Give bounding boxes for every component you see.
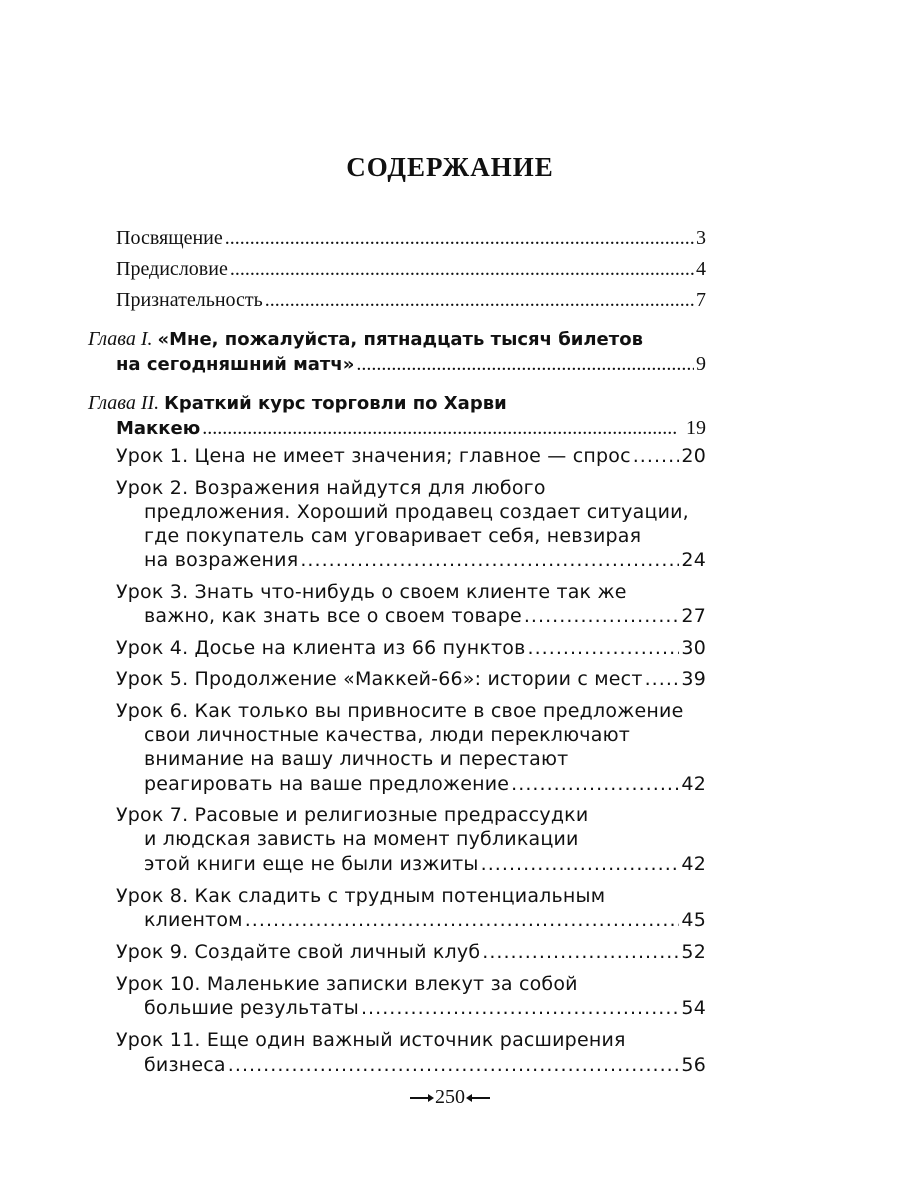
chapter-title: Краткий курс торговли по Харви (164, 393, 507, 414)
toc-entry-page: 27 (681, 605, 706, 627)
toc-entry-lesson (0, 884, 900, 908)
toc-entry-title: клиентом (144, 909, 243, 931)
leader-dots (511, 772, 679, 796)
leader-dots (245, 908, 680, 932)
toc-entry-page: 4 (696, 258, 706, 280)
chapter-title: «Мне, пожалуйста, пятнадцать тысяч билетов (157, 329, 643, 350)
toc-entry-lesson (0, 699, 900, 723)
toc-entry-lesson-cont (0, 604, 900, 628)
toc-entry-lesson-cont (0, 852, 900, 876)
toc-entry-lesson-cont (0, 996, 900, 1020)
toc-entry-lesson-cont (0, 500, 900, 524)
toc-entry-page: 9 (696, 353, 706, 375)
toc-entry-title: и людская зависть на момент публикации (144, 828, 579, 850)
toc-entry-lesson (0, 580, 900, 604)
toc-entry-page: 19 (686, 417, 706, 439)
leader-dots (300, 548, 679, 572)
leader-dots (528, 636, 680, 660)
toc-entry-title: Урок 3. Знать что-нибудь о своем клиенте так же (116, 581, 627, 603)
toc-entry-title: Урок 10. Маленькие записки влекут за собой (116, 973, 578, 995)
chapter-heading (0, 391, 900, 415)
chapter-heading (0, 327, 900, 351)
toc-entry-page: 42 (681, 773, 706, 795)
toc-entry-lesson-cont (0, 747, 900, 771)
toc-entry-lesson-cont (0, 827, 900, 851)
toc-entry-lesson (0, 803, 900, 827)
toc-entry-lesson-cont (0, 548, 900, 572)
leader-dots (230, 257, 694, 281)
folio-dash-left (410, 1097, 430, 1099)
toc-entry-acknowledgements (0, 288, 900, 312)
toc-entry-page: 54 (681, 997, 706, 1019)
toc-entry-title: предложения. Хороший продавец создает ситуации, (144, 501, 689, 523)
page-number (0, 1086, 900, 1109)
toc-entry-lesson-cont (0, 723, 900, 747)
leader-dots (645, 667, 680, 691)
toc-entry-lesson (0, 972, 900, 996)
chapter-title: на сегодняшний матч» (116, 354, 355, 375)
chapter-label: Глава II. (88, 392, 160, 414)
toc-entry-title: Урок 4. Досье на клиента из 66 пунктов (116, 637, 526, 659)
leader-dots (228, 1053, 680, 1077)
leader-dots (356, 352, 694, 376)
toc-entry-title: этой книги еще не были изжиты (144, 853, 479, 875)
toc-entry-title: Урок 1. Цена не имеет значения; главное — спрос (116, 445, 631, 467)
toc-entry-page: 39 (681, 668, 706, 690)
leader-dots (265, 288, 694, 312)
toc-entry-lesson-cont (0, 524, 900, 548)
toc-entry-page: 45 (681, 909, 706, 931)
page-title: СОДЕРЖАНИЕ (346, 152, 554, 182)
toc-entry-page: 52 (681, 941, 706, 963)
toc-entry-title: Урок 6. Как только вы привносите в свое предложение (116, 700, 684, 722)
toc-entry-page: 3 (696, 227, 706, 249)
toc-entry-title: Урок 8. Как сладить с трудным потенциальным (116, 885, 606, 907)
toc-entry-title: Признательность (116, 289, 263, 311)
toc-entry-lesson (0, 940, 900, 964)
toc-entry-page: 24 (681, 549, 706, 571)
leader-dots (633, 444, 680, 468)
chapter-title: Маккею (116, 418, 201, 439)
toc-entry-lesson (0, 1028, 900, 1052)
toc-entry-page: 7 (696, 289, 706, 311)
toc-entry-lesson (0, 667, 900, 691)
toc-entry-page: 56 (681, 1054, 706, 1076)
toc-entry-page: 30 (681, 637, 706, 659)
leader-dots (361, 996, 679, 1020)
toc-entry-title: где покупатель сам уговаривает себя, невзирая (144, 525, 642, 547)
toc-entry-title: реагировать на ваше предложение (144, 773, 510, 795)
toc-entry-title: на возражения (144, 549, 299, 571)
toc-entry-dedication (0, 226, 900, 250)
chapter-heading-cont (0, 416, 900, 440)
toc-entry-title: свои личностные качества, люди переключают (144, 724, 631, 746)
toc-entry-title: Урок 7. Расовые и религиозные предрассудки (116, 804, 589, 826)
toc-entry-title: Урок 5. Продолжение «Маккей-66»: истории с мест (116, 668, 643, 690)
leader-dots (524, 604, 680, 628)
leader-dots (482, 940, 679, 964)
toc-entry-lesson-cont (0, 1053, 900, 1077)
toc-entry-lesson-cont (0, 772, 900, 796)
toc-entry-title: внимание на вашу личность и перестают (144, 748, 569, 770)
toc-entry-page: 42 (681, 853, 706, 875)
toc-entry-title: большие результаты (144, 997, 359, 1019)
toc-entry-title: Урок 2. Возражения найдутся для любого (116, 477, 546, 499)
toc-entry-title: Урок 9. Создайте свой личный клуб (116, 941, 481, 963)
leader-dots (225, 226, 694, 250)
chapter-heading-cont (0, 352, 900, 376)
page-number-value: 250 (435, 1086, 465, 1108)
toc-entry-title: Предисловие (116, 258, 228, 280)
toc-entry-title: Посвящение (116, 227, 223, 249)
toc-entry-lesson (0, 444, 900, 468)
toc-entry-title: Урок 11. Еще один важный источник расширения (116, 1029, 626, 1051)
toc-entry-title: важно, как знать все о своем товаре (144, 605, 522, 627)
leader-dots (481, 852, 680, 876)
toc-entry-lesson (0, 636, 900, 660)
toc-entry-page: 20 (681, 445, 706, 467)
toc-entry-lesson (0, 476, 900, 500)
toc-entry-title: бизнеса (144, 1054, 226, 1076)
folio-dash-right (470, 1097, 490, 1099)
leader-dots (202, 416, 678, 440)
chapter-label: Глава I. (88, 328, 153, 350)
toc-entry-preface (0, 257, 900, 281)
toc-entry-lesson-cont (0, 908, 900, 932)
